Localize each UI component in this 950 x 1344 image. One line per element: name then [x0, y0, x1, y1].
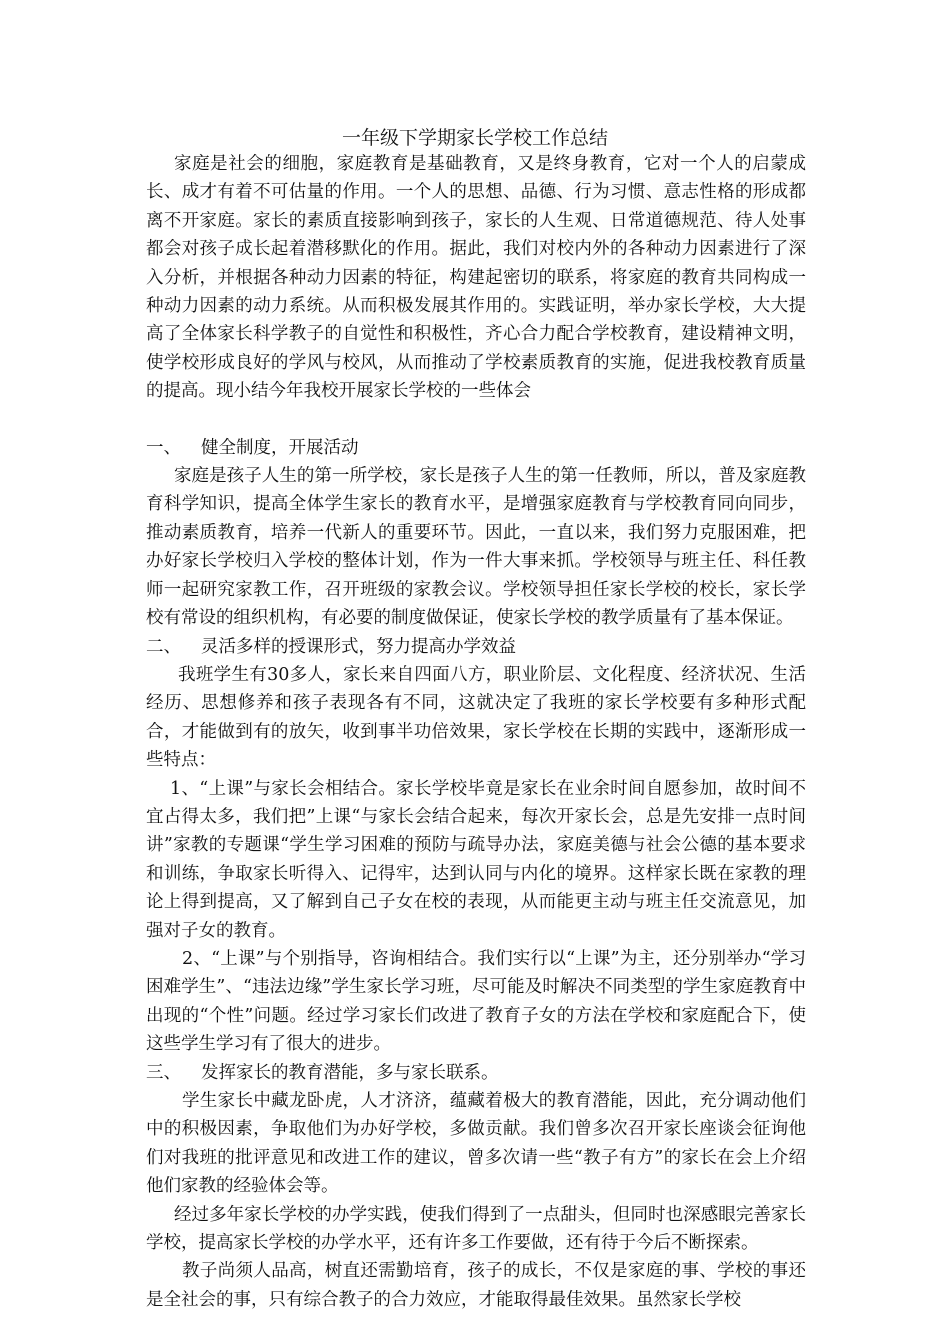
document-title: 一年级下学期家长学校工作总结 [341, 127, 608, 149]
section-3-paragraph: 学生家长中藏龙卧虎，人才济济，蕴藏着极大的教育潜能，因此，充分调动他们中的积极因素，争取他们为办好学校，多做贡献。我们曾多次召开家长座谈会征询他们对我班的批评意见和改进工作的建议，曾多次请一些“教子有方”的家长在会上介绍他们家教的经验体会等。 [146, 1091, 806, 1197]
section-number: 二、 [146, 636, 181, 657]
intro-paragraph: 家庭是社会的细胞，家庭教育是基础教育，又是终身教育，它对一个人的启蒙成长、成才有着不可估量的作用。一个人的思想、品德、行为习惯、意志性格的形成都离不开家庭。家长的素质直接影响到孩子，家长的人生观、日常道德规范、待人处事都会对孩子成长起着潜移默化的作用。据此，我们对校内外的各种动力因素进行了深入分析，并根据各种动力因素的特征，构建起密切的联系，将家庭的教育共同构成一种动力因素的动力系统。从而积极发展其作用的。实践证明，举办家长学校，大大提高了全体家长科学教子的自觉性和积极性，齐心合力配合学校教育，建设精神文明，使学校形成良好的学风与校风，从而推动了学校素质教育的实施，促进我校教育质量的提高。现小结今年我校开展家长学校的一些体会 [146, 154, 806, 402]
section-heading-2 [146, 633, 806, 661]
document-body [146, 150, 806, 1314]
section-2-paragraph: 我班学生有30多人，家长来自四面八方，职业阶层、文化程度、经济状况、生活经历、思想修养和孩子表现各有不同，这就决定了我班的家长学校要有多种形式配合，才能做到有的放矢，收到事半功倍效果，家长学校在长期的实践中，逐渐形成一些特点： [146, 664, 806, 771]
section-2-item-2: 2、“上课”与个别指导，咨询相结合。我们实行以“上课”为主，还分别举办“学习困难学生”、“违法边缘”学生家长学习班，尽可能及时解决不同类型的学生家庭教育中出现的“个性”问题。经过学习家长们改进了教育子女的方法在学校和家庭配合下，使这些学生学习有了很大的进步。 [146, 948, 806, 1055]
conclusion-paragraph-1: 经过多年家长学校的办学实践，使我们得到了一点甜头，但同时也深感眼完善家长学校，提高家长学校的办学水平，还有许多工作要做，还有待于今后不断探索。 [146, 1204, 806, 1254]
section-heading-1 [146, 434, 806, 462]
section-heading-3 [146, 1059, 806, 1087]
blank-line [146, 406, 806, 434]
section-title: 发挥家长的教育潜能，多与家长联系。 [201, 1062, 499, 1083]
section-title: 健全制度，开展活动 [201, 437, 359, 458]
section-number: 三、 [146, 1062, 181, 1083]
conclusion-paragraph-2: 教子尚须人品高，树直还需勤培育，孩子的成长，不仅是家庭的事、学校的事还是全社会的事，只有综合教子的合力效应，才能取得最佳效果。虽然家长学校 [146, 1261, 806, 1310]
section-1-paragraph: 家庭是孩子人生的第一所学校，家长是孩子人生的第一任教师，所以，普及家庭教育科学知识，提高全体学生家长的教育水平，是增强家庭教育与学校教育同向同步，推动素质教育，培养一代新人的重要环节。因此，一直以来，我们努力克服困难，把办好家长学校归入学校的整体计划，作为一件大事来抓。学校领导与班主任、科任教师一起研究家教工作，召开班级的家教会议。学校领导担任家长学校的校长，家长学校有常设的组织机构，有必要的制度做保证，使家长学校的教学质量有了基本保证。 [146, 466, 806, 629]
section-number: 一、 [146, 437, 181, 458]
section-title: 灵活多样的授课形式，努力提高办学效益 [201, 636, 516, 657]
section-2-item-1: 1、“上课”与家长会相结合。家长学校毕竟是家长在业余时间自愿参加，故时间不宜占得太多，我们把”上课“与家长会结合起来，每次开家长会，总是先安排一点时间讲”家教的专题课“学生学习困难的预防与疏导办法，家庭美德与社会公德的基本要求和训练，争取家长听得入、记得牢，达到认同与内化的境界。这样家长既在家教的理论上得到提高，又了解到自己子女在校的表现，从而能更主动与班主任交流意见，加强对子女的教育。 [146, 778, 806, 941]
